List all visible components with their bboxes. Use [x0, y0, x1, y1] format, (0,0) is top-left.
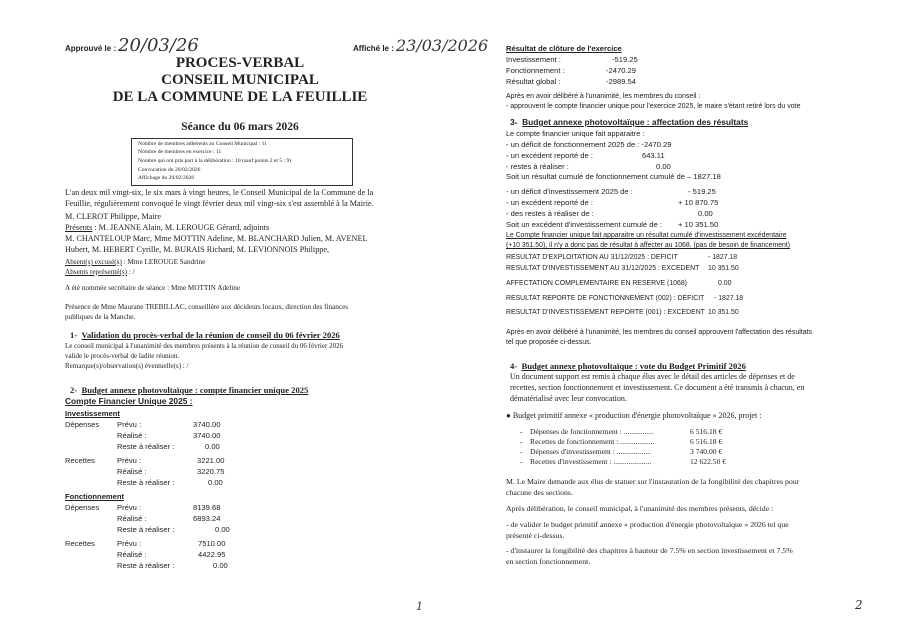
s3-label: - restes à réaliser :	[506, 162, 569, 171]
s4-item-label: Recettes de fonctionnement : ..................	[530, 437, 655, 446]
title-commune: DE LA COMMUNE DE LA FEUILLIE	[112, 89, 368, 105]
s4-item-value: 3 740.00 €	[690, 447, 723, 456]
reste-label: Reste à réaliser :	[117, 525, 175, 534]
s4-paragraph: recettes, section fonctionnement et investissement. Ce document a été transmis à chacun, en	[510, 383, 805, 392]
s4-item-dash: -	[520, 457, 523, 466]
closing-value: -2470.29	[606, 66, 636, 75]
present-line: Hubert, M. HEBERT Cyrille, M. BURAIS Richard, M. LEVIONNOIS Philippe,	[65, 245, 330, 254]
represented-value: : /	[127, 268, 135, 276]
section-3-heading	[510, 117, 748, 127]
section-1-heading	[70, 330, 340, 340]
box-line: Affichage du 20/02/2026	[138, 175, 195, 181]
membership-box	[131, 138, 353, 186]
session-date: Séance du 06 mars 2026	[181, 121, 299, 133]
section-2-number: 2-	[70, 385, 78, 395]
s3-value: 0.00	[656, 162, 671, 171]
section-1-title: Validation du procès-verbal de la réunion de conseil du 06 février 2026	[81, 330, 340, 340]
prevu-label: Prévu :	[117, 420, 142, 429]
result-label: RESULTAT REPORTE DE FONCTIONNEMENT (002) : DEFICIT	[506, 295, 705, 302]
s4-item-dash: -	[520, 437, 523, 446]
s3-note: Le Compte financier unique fait apparaitre un résultat cumulé d'investissement excédentaire	[506, 232, 787, 239]
s3-value: 0.00	[698, 209, 713, 218]
posted-date-handwritten: 23/03/2026	[396, 36, 489, 55]
depenses-label: Dépenses	[65, 420, 100, 429]
approved-date-handwritten: 20/03/26	[118, 35, 199, 56]
fonctionnement-label: Fonctionnement	[65, 492, 125, 501]
s3-value: + 10 351.50	[678, 220, 719, 229]
s4-bullet: Budget primitif annexe « production d'énergie photovoltaïque » 2026, projet :	[512, 411, 762, 420]
s4-bullet-line	[506, 411, 761, 420]
s4-paragraph: dématérialisé avec leur convocation.	[510, 394, 627, 403]
posted-label: Affiché le :	[353, 44, 394, 53]
s4-mayor: M. Le Maire demande aux élus de statuer sur l'instauration de la fongibilité des chapitres pour	[506, 477, 800, 486]
section-3-title: Budget annexe photovoltaïque : affectation des résultats	[522, 117, 749, 127]
result-value: 10 351.50	[708, 309, 739, 316]
value: 4422.95	[198, 550, 226, 559]
s4-item-value: 6 516.18 €	[690, 427, 723, 436]
recettes-label: Recettes	[65, 456, 95, 465]
section-3-number: 3-	[510, 117, 518, 127]
section-2-heading	[70, 385, 308, 395]
page-number-right: 2	[855, 598, 863, 612]
excused-value: : Mme LEROUGE Sandrine	[121, 258, 206, 266]
represented-label: Absents représenté(s)	[65, 268, 128, 276]
s4-decision: présenté ci-dessus.	[506, 531, 565, 540]
bullet-icon: ●	[506, 411, 511, 420]
closing-title: Résultat de clôture de l'exercice	[506, 44, 622, 53]
closing-value: -2989.54	[606, 77, 636, 86]
value: 0.00	[208, 478, 223, 487]
section-4-title: Budget annexe photovoltaïque : vote du Budget Primitif 2026	[521, 361, 746, 371]
prevu-label: Prévu :	[117, 456, 142, 465]
box-line: Nombre qui ont pris part à la délibération : 10 (sauf points 2 et 5 : 9)	[138, 158, 292, 164]
closing-label: Résultat global :	[506, 77, 561, 86]
s3-label: - des restes à réaliser de :	[506, 209, 594, 218]
approved-label: Approuvé le :	[65, 44, 117, 53]
s3-label: - un déficit d'investissement 2025 de :	[506, 187, 633, 196]
s3-label: Soit un résultat cumulé de fonctionnement cumulé de – 1827.18	[506, 172, 721, 181]
s3-approve: tel que proposée ci-dessus.	[506, 339, 592, 346]
recettes-label: Recettes	[65, 539, 95, 548]
excused-line	[65, 258, 205, 266]
s1-text: Remarque(s)/observation(s) éventuelle(s) : /	[65, 362, 189, 370]
value: 0.00	[213, 561, 228, 570]
depenses-label: Dépenses	[65, 503, 100, 512]
result-label: RESULTAT D'EXPLOITATION AU 31/12/2025 : DEFICIT	[506, 254, 678, 261]
s4-item-label: Dépenses de fonctionnement : ................	[530, 427, 655, 436]
title-proces-verbal: PROCES-VERBAL	[175, 55, 305, 71]
realise-label: Réalisé :	[117, 514, 147, 523]
value: 3221.00	[197, 456, 225, 465]
value: 3220.75	[197, 467, 225, 476]
s4-item-dash: -	[520, 427, 523, 436]
box-line: Nombre de membres adhérents au Conseil Municipal : 11	[138, 141, 268, 147]
value: 7510.00	[198, 539, 226, 548]
closing-value: -519.25	[612, 55, 638, 64]
prevu-label: Prévu :	[117, 503, 142, 512]
s3-value: - 519.25	[688, 187, 716, 196]
s3-note: (+10 351.50), il n'y a donc pas de résultat à affecter au 1068. (pas de besoin de financement)	[506, 242, 791, 249]
approve-line: - approuvent le compte financier unique pour l'exercice 2025, le maire s'étant retiré lors du vote	[506, 103, 801, 110]
s4-decision: en section fonctionnement.	[506, 557, 591, 566]
s4-paragraph: Un document support est remis à chaque élus avec le détail des articles de dépenses et de	[510, 372, 795, 381]
box-line: Nombre de membres en exercice : 11	[138, 149, 222, 155]
prevu-label: Prévu :	[117, 539, 142, 548]
s4-item-label: Recettes d'investissement : ....................	[530, 457, 652, 466]
section-2-title: Budget annexe photovoltaïque : compte financier unique 2025	[81, 385, 309, 395]
present-adjoints: : M. JEANNE Alain, M. LEROUGE Gérard, adjoints	[92, 223, 270, 232]
reste-label: Reste à réaliser :	[117, 478, 175, 487]
box-line: Convocation du 20/02/2026	[138, 167, 201, 173]
present-line: M. CHANTELOUP Marc, Mme MOTTIN Adeline, M. BLANCHARD Julien, M. AVENEL	[65, 234, 368, 243]
s3-label: - un déficit de fonctionnement 2025 de : -2470.29	[506, 140, 672, 149]
present-line	[65, 223, 269, 232]
reste-label: Reste à réaliser :	[117, 442, 175, 451]
secretary-line: A été nommée secrétaire de séance : Mme MOTTIN Adeline	[65, 284, 241, 292]
value: 0.00	[205, 442, 220, 451]
value: 8139.68	[193, 503, 221, 512]
realise-label: Réalisé :	[117, 431, 147, 440]
result-value: 10 351.50	[708, 265, 739, 272]
excused-label: Absent(s) excusé(s)	[65, 258, 122, 266]
s4-decision: - d'instaurer la fongibilité des chapitres à hauteur de 7.5% en section investissement et 7.5%	[506, 546, 793, 555]
intro-line: Feuillie, régulièrement convoqué le vingt février deux mil vingt-six s'est assemblé à la Mairie.	[65, 199, 374, 208]
s4-decision: - de valider le budget primitif annexe « production d'énergie photovoltaïque » 2026 tel que	[506, 520, 789, 529]
s4-item-label: Dépenses d'investissement : ..................	[530, 447, 651, 456]
value: 6893.24	[193, 514, 221, 523]
s3-approve: Après en avoir délibéré à l'unanimité, les membres du conseil approuvent l'affectation des résultats	[506, 329, 813, 336]
s1-text: Le conseil municipal à l'unanimité des membres présents à la réunion de conseil du 06 février 2026	[65, 342, 344, 350]
intro-line: L'an deux mil vingt-six, le six mars à vingt heures, le Conseil Municipal de la Commune de la	[65, 188, 374, 197]
s3-label: - un excédent reporté de :	[506, 198, 593, 207]
section-4-heading	[510, 361, 746, 371]
s4-mayor: chacune des sections.	[506, 488, 573, 497]
mayor-line: M. CLEROT Philippe, Maire	[65, 212, 162, 221]
title-conseil: CONSEIL MUNICIPAL	[161, 72, 319, 88]
result-value: 0.00	[718, 280, 732, 287]
cfu-title: Compte Financier Unique 2025 :	[65, 396, 193, 406]
s1-text: valide le procès-verbal de ladite réunion.	[65, 352, 180, 360]
value: 3740.00	[193, 431, 221, 440]
value: 3740.00	[193, 420, 221, 429]
s3-intro: Le compte financier unique fait apparaitre :	[506, 129, 645, 138]
result-label: RESULTAT D'INVESTISSEMENT REPORTE (001) : EXCEDENT	[506, 309, 705, 316]
s4-item-dash: -	[520, 447, 523, 456]
closing-label: Fonctionnement :	[506, 66, 565, 75]
result-value: - 1827.18	[714, 295, 744, 302]
s4-item-value: 6 516.18 €	[690, 437, 723, 446]
result-value: - 1827.18	[708, 254, 738, 261]
s3-value: + 10 870.75	[678, 198, 719, 207]
value: 0.00	[215, 525, 230, 534]
result-label: RESULTAT D'INVESTISSEMENT AU 31/12/2025 : EXCEDENT	[506, 265, 700, 272]
s4-item-value: 12 622.50 €	[690, 457, 727, 466]
section-4-number: 4-	[510, 361, 518, 371]
approve-line: Après en avoir délibéré à l'unanimité, les membres du conseil :	[506, 93, 701, 100]
presence-line: Présence de Mme Maurane TREBILLAC, conseillère aux décideurs locaux, direction des finances	[65, 303, 349, 311]
s3-label: - un excédent reporté de :	[506, 151, 593, 160]
realise-label: Réalisé :	[117, 550, 147, 559]
investissement-label: Investissement	[65, 409, 120, 418]
section-1-number: 1-	[70, 330, 78, 340]
page-number-left: 1	[416, 600, 423, 613]
realise-label: Réalisé :	[117, 467, 147, 476]
s4-after: Après délibération, le conseil municipal, à l'unanimité des membres présents, décide :	[506, 504, 774, 513]
result-label: AFFECTATION COMPLEMENTAIRE EN RESERVE (1068)	[506, 280, 687, 287]
s3-label: Soit un excédent d'investissement cumulé de :	[506, 220, 662, 229]
presence-line: publiques de la Manche.	[65, 313, 136, 321]
reste-label: Reste à réaliser :	[117, 561, 175, 570]
s3-value: 643.11	[642, 151, 665, 160]
present-label: Présents	[65, 223, 93, 232]
closing-label: Investissement :	[506, 55, 561, 64]
represented-line	[65, 268, 135, 276]
